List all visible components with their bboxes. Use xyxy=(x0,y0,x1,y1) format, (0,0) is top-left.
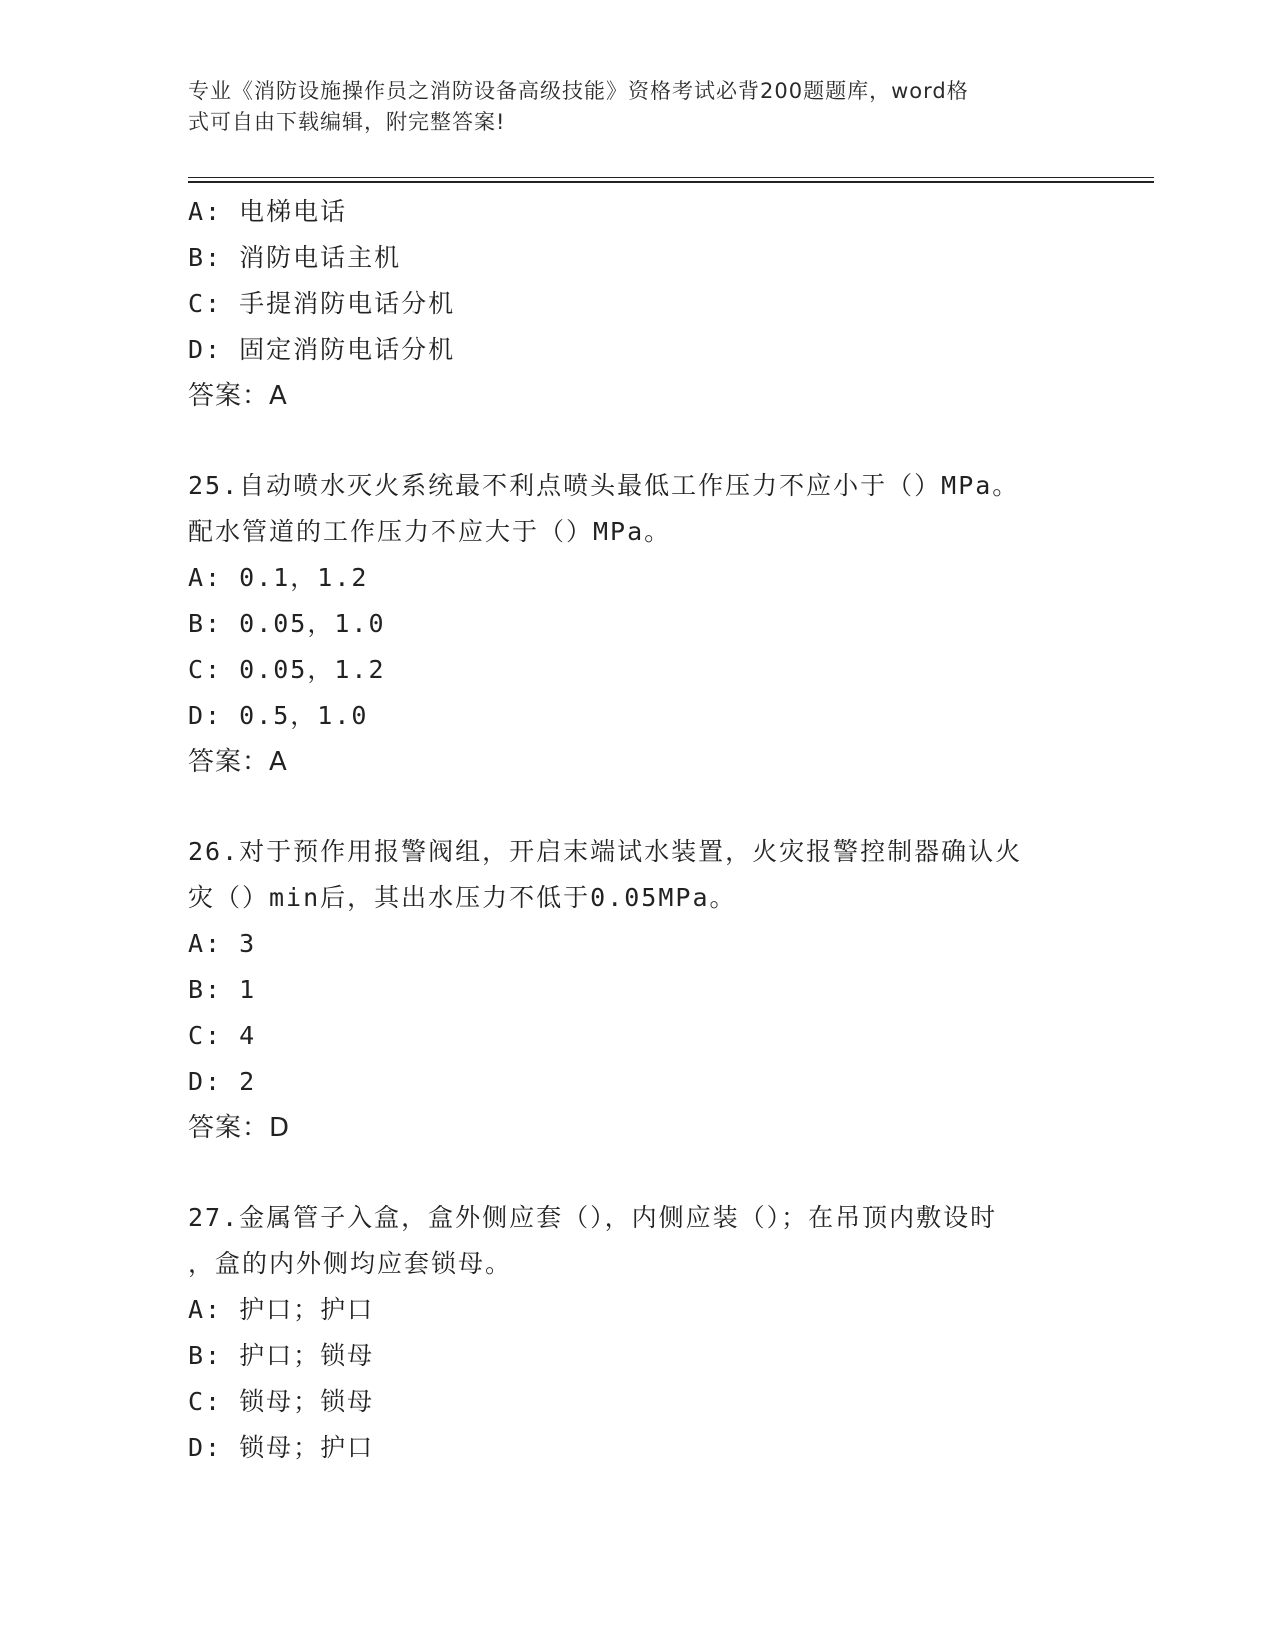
option-d: D: 0.5，1.0 xyxy=(188,701,369,730)
option-d: D: 锁母；护口 xyxy=(188,1433,375,1462)
spacer xyxy=(188,785,1088,829)
option-b: B: 0.05，1.0 xyxy=(188,609,386,638)
option-a: A: 0.1，1.2 xyxy=(188,563,369,592)
answer-line: 答案：A xyxy=(188,381,288,411)
header-line-1: 专业《消防设施操作员之消防设备高级技能》资格考试必背200题题库，word格 xyxy=(188,79,969,103)
option-c: C: 4 xyxy=(188,1021,257,1050)
question-26 xyxy=(188,829,1088,1151)
question-text-line-1: 26.对于预作用报警阀组，开启末端试水装置，火灾报警控制器确认火 xyxy=(188,837,1023,866)
header-line-2: 式可自由下载编辑，附完整答案! xyxy=(188,110,506,134)
answer-line: 答案：A xyxy=(188,747,288,777)
option-c: C: 手提消防电话分机 xyxy=(188,289,456,318)
question-25 xyxy=(188,463,1088,785)
document-header xyxy=(188,76,1068,138)
option-d: D: 2 xyxy=(188,1067,257,1096)
header-divider-thick xyxy=(188,181,1154,183)
option-b: B: 1 xyxy=(188,975,257,1004)
option-b: B: 消防电话主机 xyxy=(188,243,402,272)
spacer xyxy=(188,1151,1088,1195)
spacer xyxy=(188,419,1088,463)
option-c: C: 锁母；锁母 xyxy=(188,1387,375,1416)
question-text-line-1: 25.自动喷水灭火系统最不利点喷头最低工作压力不应小于（）MPa。 xyxy=(188,471,1020,500)
option-a: A: 护口；护口 xyxy=(188,1295,375,1324)
option-b: B: 护口；锁母 xyxy=(188,1341,375,1370)
question-list xyxy=(188,189,1088,1471)
question-24 xyxy=(188,189,1088,419)
option-a: A: 3 xyxy=(188,929,257,958)
question-27 xyxy=(188,1195,1088,1471)
question-text-line-2: 灾（）min后，其出水压力不低于0.05MPa。 xyxy=(188,883,737,912)
answer-line: 答案：D xyxy=(188,1113,291,1143)
option-a: A: 电梯电话 xyxy=(188,197,348,226)
question-text-line-1: 27.金属管子入盒，盒外侧应套（），内侧应装（）；在吊顶内敷设时 xyxy=(188,1203,998,1232)
question-text-line-2: ，盒的内外侧均应套锁母。 xyxy=(188,1249,513,1278)
option-d: D: 固定消防电话分机 xyxy=(188,335,456,364)
question-text-line-2: 配水管道的工作压力不应大于（）MPa。 xyxy=(188,517,672,546)
option-c: C: 0.05，1.2 xyxy=(188,655,386,684)
header-divider-thin xyxy=(188,177,1154,178)
